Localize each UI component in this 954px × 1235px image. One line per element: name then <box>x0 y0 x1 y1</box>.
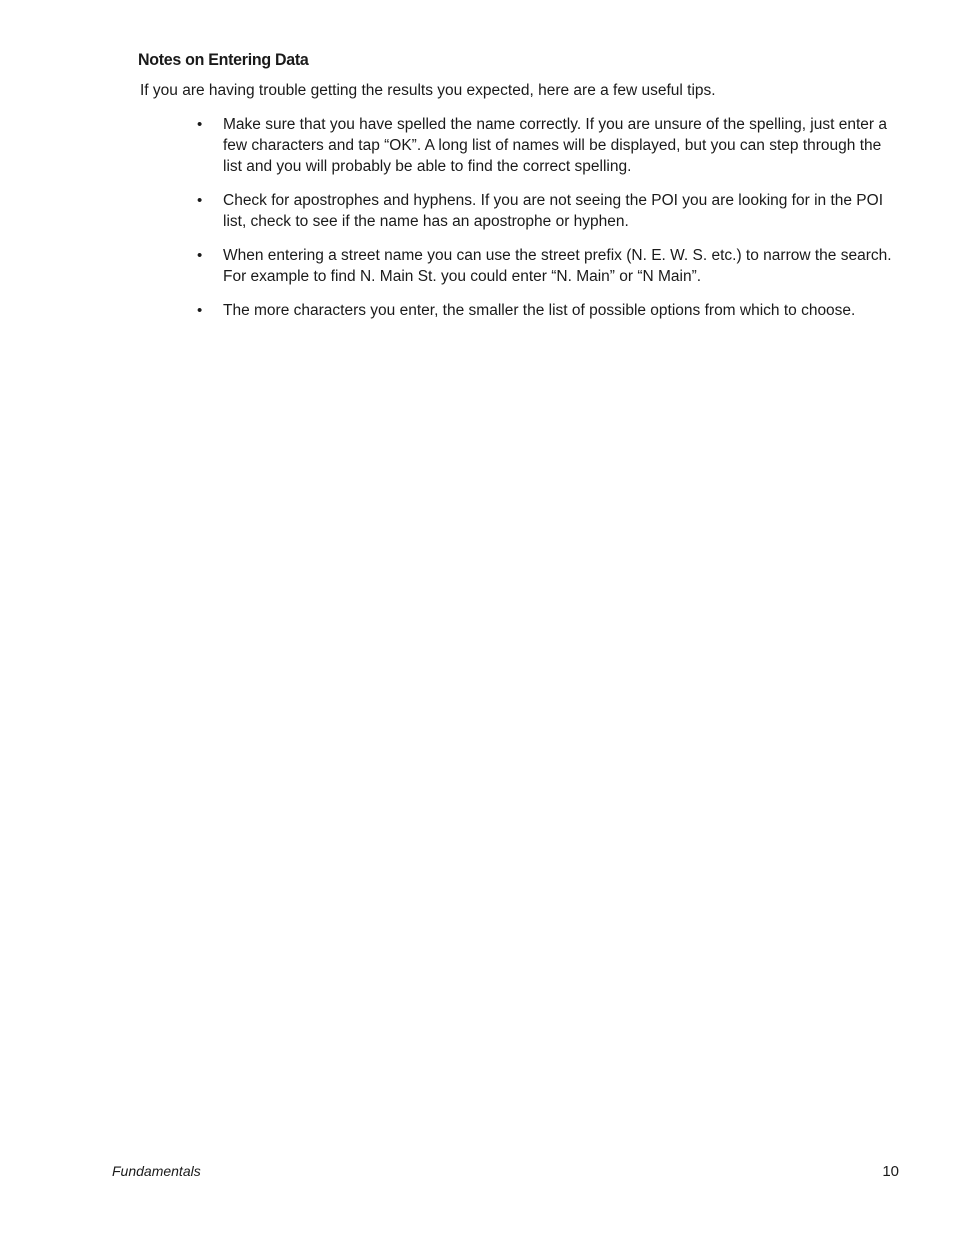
intro-paragraph: If you are having trouble getting the results you expected, here are a few useful tips. <box>140 82 716 99</box>
list-item <box>197 190 903 232</box>
bullet-icon: • <box>197 116 203 133</box>
tip-text: When entering a street name you can use the street prefix (N. E. W. S. etc.) to narrow the search. For example to find N. Main St. you could enter “N. Main” or “N Main”. <box>223 247 892 285</box>
tip-text: Make sure that you have spelled the name correctly. If you are unsure of the spelling, just enter a few characters and tap “OK”. A long list of names will be displayed, but you can step through the list and you will probably be able to find the correct spelling. <box>223 116 887 175</box>
page-number: 10 <box>882 1163 899 1180</box>
tip-text: The more characters you enter, the smaller the list of possible options from which to choose. <box>223 302 856 319</box>
tips-list <box>197 114 903 334</box>
list-item <box>197 300 903 321</box>
list-item <box>197 245 903 287</box>
footer-section-title: Fundamentals <box>112 1163 201 1179</box>
bullet-icon: • <box>197 192 203 209</box>
bullet-icon: • <box>197 247 203 264</box>
tip-text: Check for apostrophes and hyphens. If you are not seeing the POI you are looking for in the POI list, check to see if the name has an apostrophe or hyphen. <box>223 192 884 230</box>
list-item <box>197 114 903 177</box>
section-heading: Notes on Entering Data <box>138 50 309 69</box>
bullet-icon: • <box>197 302 203 319</box>
